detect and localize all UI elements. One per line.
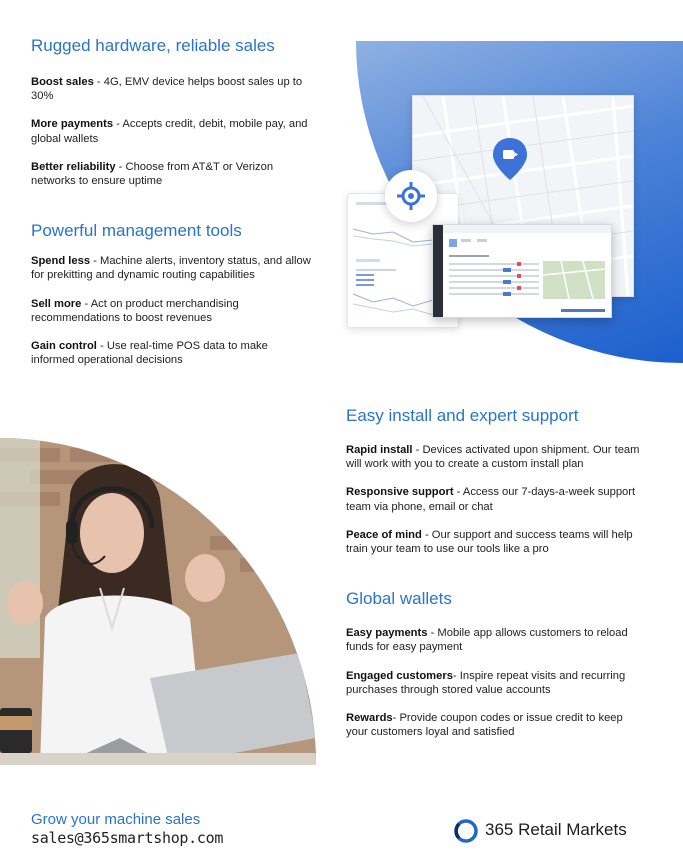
list-item-responsive-support	[346, 485, 646, 513]
item-title: Better reliability	[31, 160, 116, 173]
section-heading-install: Easy install and expert support	[346, 406, 579, 425]
item-title: Sell more	[31, 297, 82, 310]
item-text: - Provide coupon codes or issue credit to keep your customers loyal and satisfied	[346, 712, 623, 739]
left-column	[31, 36, 311, 367]
item-text: - Machine alerts, inventory status, and allow for prekitting and dynamic routing capabilities	[31, 255, 311, 282]
footer-title: Grow your machine sales	[31, 811, 201, 828]
brand-ring-logo-icon	[453, 818, 479, 844]
footer-email-link[interactable]: sales@365smartshop.com	[31, 829, 224, 847]
section-heading-management: Powerful management tools	[31, 221, 242, 241]
item-text: - Act on product merchandising recommendations to boost revenues	[31, 297, 239, 324]
item-text: - Mobile app allows customers to reload funds for easy payment	[346, 627, 628, 654]
list-item-more-payments	[31, 117, 311, 145]
dashboard-graphic	[443, 225, 611, 317]
item-text: - Accepts credit, debit, mobile pay, and global wallets	[31, 118, 308, 145]
section-heading-hardware: Rugged hardware, reliable sales	[31, 36, 275, 55]
location-pin-icon	[493, 138, 527, 180]
item-text: - Use real-time POS data to make informed operational decisions	[31, 340, 268, 367]
right-column	[346, 406, 646, 739]
support-agent-photo	[0, 438, 316, 765]
item-title: Boost sales	[31, 76, 94, 88]
item-text: - Devices activated upon shipment. Our team will work with you to create a custom install plan	[346, 444, 640, 471]
target-badge	[385, 170, 437, 222]
item-title: Engaged customers	[346, 669, 453, 682]
list-item-gain-control	[31, 339, 311, 367]
dashboard-sidebar	[433, 225, 443, 317]
item-title: Rewards	[346, 712, 393, 725]
list-item-spend-less	[31, 254, 311, 282]
list-item-rewards	[346, 711, 646, 739]
item-title: Spend less	[31, 255, 91, 268]
item-text: - Inspire repeat visits and recurring purchases through stored value accounts	[346, 669, 626, 696]
item-title: Responsive support	[346, 486, 454, 499]
list-item-better-reliability	[31, 160, 311, 188]
item-title: Gain control	[31, 340, 97, 353]
list-item-rapid-install	[346, 443, 646, 471]
list-item-engaged-customers	[346, 669, 646, 697]
item-title: Rapid install	[346, 444, 413, 456]
brand-name: 365 Retail Markets	[485, 820, 627, 839]
item-text: - Our support and success teams will help train your team to use our tools like a pro	[346, 528, 633, 556]
list-item-easy-payments	[346, 626, 646, 654]
list-item-peace-of-mind	[346, 528, 646, 556]
photo-graphic	[0, 438, 316, 765]
crosshair-target-icon	[397, 182, 425, 210]
section-heading-wallets: Global wallets	[346, 589, 452, 609]
list-item-sell-more	[31, 297, 311, 325]
dashboard-illustration	[432, 224, 612, 318]
item-text: - Access our 7-days-a-week support team via phone, email or chat	[346, 486, 636, 513]
item-title: Easy payments	[346, 627, 428, 640]
item-title: More payments	[31, 118, 114, 131]
list-item-boost-sales	[31, 75, 311, 103]
item-title: Peace of mind	[346, 528, 422, 541]
item-text: - Choose from AT&T or Verizon networks to ensure uptime	[31, 160, 274, 188]
item-text: - 4G, EMV device helps boost sales up to 30%	[31, 76, 303, 103]
